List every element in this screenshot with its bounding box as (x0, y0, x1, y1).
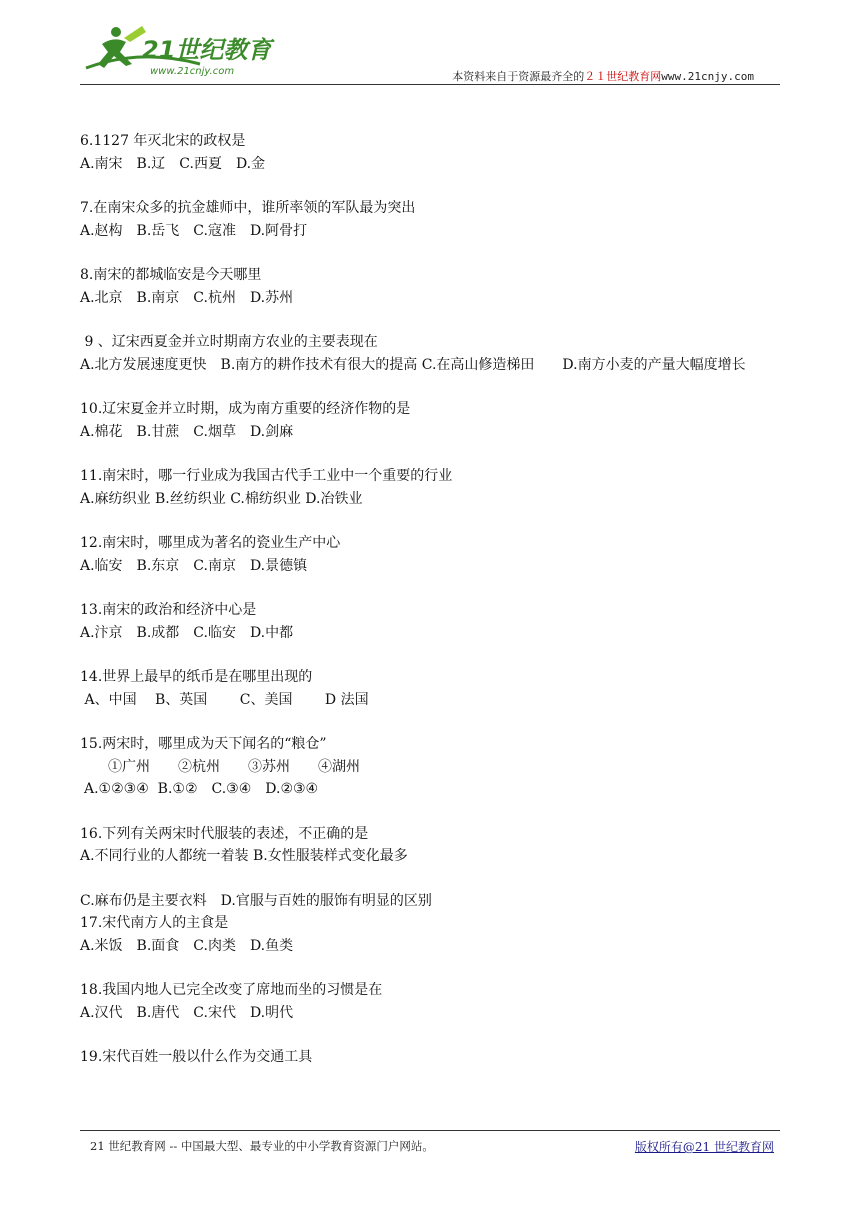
question-18 (80, 979, 785, 1024)
question-6 (80, 130, 785, 175)
question-19 (80, 1046, 785, 1069)
header-note-prefix: 本资料来自于资源最齐全的 (452, 70, 585, 83)
question-15 (80, 733, 785, 801)
question-options: A.棉花 B.甘蔗 C.烟草 D.剑麻 (80, 423, 294, 440)
question-stem: 11.南宋时，哪一行业成为我国古代手工业中一个重要的行业 (80, 468, 453, 484)
question-17 (80, 912, 785, 957)
question-stem: 6.1127 年灭北宋的政权是 (80, 133, 246, 149)
question-options: A.麻纺织业 B.丝纺织业 C.棉纺织业 D.冶铁业 (80, 490, 363, 507)
question-options: A.米饭 B.面食 C.肉类 D.鱼类 (80, 937, 294, 954)
page-header (80, 18, 780, 86)
question-options-ab: A.不同行业的人都统一着装 B.女性服装样式变化最多 (80, 848, 408, 864)
logo-figure-head (111, 27, 121, 37)
header-note-url[interactable]: www.21cnjy.com (661, 70, 754, 83)
question-stem: 9 、辽宋西夏金并立时期南方农业的主要表现在 (80, 334, 378, 350)
question-16-continued (80, 890, 785, 913)
question-10 (80, 398, 785, 443)
question-options: A.北方发展速度更快 B.南方的耕作技术有很大的提高 C.在高山修造梯田 D.南方小麦的产量大幅度增长 (80, 356, 746, 373)
logo-text: 21世纪教育 (142, 36, 272, 64)
question-stem: 14.世界上最早的纸币是在哪里出现的 (80, 669, 313, 685)
logo-url: www.21cnjy.com (150, 66, 235, 77)
question-options: A.赵构 B.岳飞 C.寇准 D.阿骨打 (80, 222, 308, 239)
question-options: A、中国 B、英国 C、美国 D 法国 (80, 691, 369, 708)
question-stem: 17.宋代南方人的主食是 (80, 915, 229, 931)
question-options: A.临安 B.东京 C.南京 D.景德镇 (80, 557, 308, 574)
question-7 (80, 197, 785, 242)
question-stem: 19.宋代百姓一般以什么作为交通工具 (80, 1049, 313, 1065)
question-stem: 7.在南宋众多的抗金雄师中，谁所率领的军队最为突出 (80, 200, 416, 216)
question-options: A.汴京 B.成都 C.临安 D.中都 (80, 624, 294, 641)
question-options: A.①②③④ B.①② C.③④ D.②③④ (84, 781, 319, 797)
question-stem: 16.下列有关两宋时代服装的表述，不正确的是 (80, 825, 369, 842)
question-stem: 18.我国内地人已完全改变了席地而坐的习惯是在 (80, 982, 383, 998)
question-stem: 12.南宋时，哪里成为著名的瓷业生产中心 (80, 535, 341, 551)
question-stem: 8.南宋的都城临安是今天哪里 (80, 267, 262, 283)
footer-description: 21 世纪教育网 -- 中国最大型、最专业的中小学教育资源门户网站。 (90, 1139, 434, 1153)
footer-copyright-link[interactable]: 版权所有@21 世纪教育网 (634, 1140, 774, 1154)
question-stem: 10.辽宋夏金并立时期，成为南方重要的经济作物的是 (80, 401, 411, 417)
header-note-brand: ２１世纪教育网 (584, 70, 662, 83)
question-options: A.北京 B.南京 C.杭州 D.苏州 (80, 289, 294, 306)
question-16 (80, 823, 785, 868)
footer-divider (80, 1130, 780, 1131)
question-11 (80, 465, 785, 510)
header-source-note (452, 68, 754, 84)
question-options: A.南宋 B.辽 C.西夏 D.金 (80, 155, 266, 172)
question-12 (80, 532, 785, 577)
question-items: ①广州 ②杭州 ③苏州 ④湖州 (108, 758, 360, 775)
question-8 (80, 264, 785, 309)
question-stem: 13.南宋的政治和经济中心是 (80, 602, 257, 618)
question-list (80, 130, 785, 1091)
logo (80, 18, 290, 82)
question-9 (80, 331, 785, 376)
question-options-cd: C.麻布仍是主要衣料 D.官服与百姓的服饰有明显的区别 (80, 892, 432, 909)
question-stem: 15.两宋时，哪里成为天下闻名的“粮仓” (80, 736, 327, 752)
question-13 (80, 599, 785, 644)
question-options: A.汉代 B.唐代 C.宋代 D.明代 (80, 1004, 294, 1021)
header-divider (80, 84, 780, 85)
question-14 (80, 666, 785, 711)
